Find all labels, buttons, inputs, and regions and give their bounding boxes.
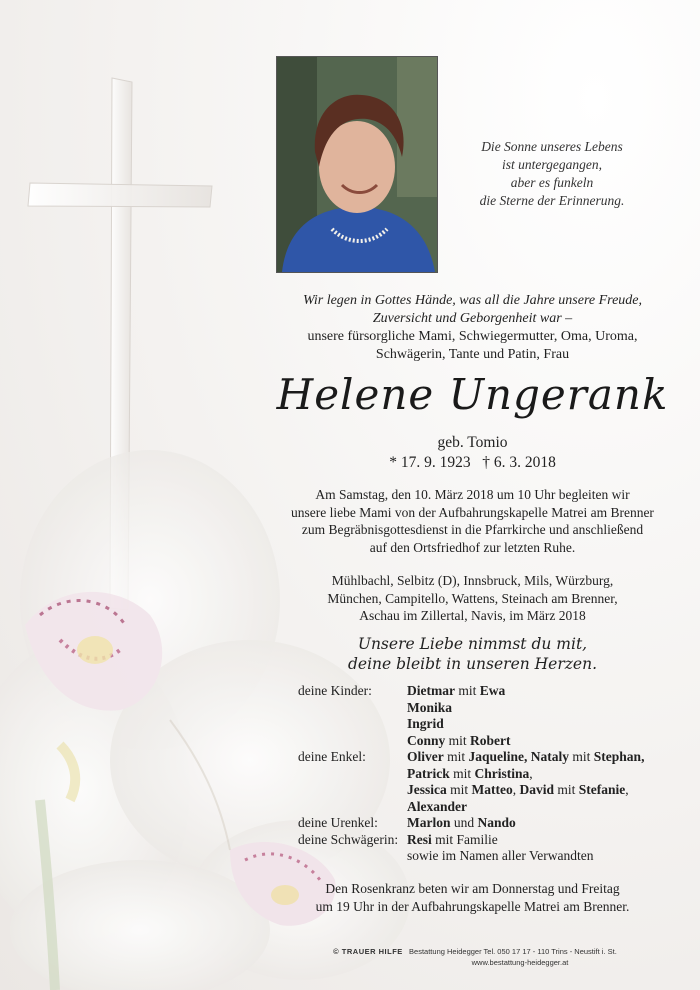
birth-details	[260, 433, 685, 473]
trauerhilfe-logo: © TRAUER HILFE	[333, 947, 403, 956]
intro-line: Wir legen in Gottes Hände, was all die Jahre unsere Freude,	[302, 293, 643, 308]
mourner-name: Ewa	[479, 683, 506, 698]
rosary-announcement	[260, 880, 685, 916]
places-list	[260, 572, 685, 625]
mourner-connector: mit	[554, 782, 579, 797]
mourner-name: Dietmar	[407, 683, 455, 698]
mourner-name: Jaqueline, Nataly	[468, 749, 570, 764]
mourner-connector: mit	[446, 782, 472, 797]
mourner-name: Ingrid	[407, 716, 444, 731]
mourner-name: Stefanie	[578, 782, 626, 797]
mourner-connector: mit	[454, 683, 480, 698]
life-dates: * 17. 9. 1923 † 6. 3. 2018	[389, 454, 556, 471]
mourner-name: David	[519, 782, 555, 797]
mourner-connector: mit	[449, 765, 475, 781]
mourner-name: Jessica	[407, 782, 447, 797]
funeral-line: zum Begräbnisgottesdienst in die Pfarrkirche und anschließend	[301, 522, 644, 537]
mourner-connector: ,	[512, 782, 520, 797]
mourner-connector: mit	[569, 749, 594, 764]
mourners-list	[298, 683, 644, 865]
motto	[260, 634, 685, 674]
footer-website[interactable]: www.bestattung-heidegger.at	[471, 958, 569, 967]
mourner-connector: sowie im Namen aller Verwandten	[407, 848, 594, 863]
opening-quote	[452, 138, 652, 210]
mourner-line	[407, 766, 644, 783]
mourner-line	[407, 799, 644, 816]
mourner-line	[407, 683, 511, 700]
motto-line: Unsere Liebe nimmst du mit,	[357, 635, 588, 653]
mourner-line	[407, 749, 644, 766]
funeral-line: auf den Ortsfriedhof zur letzten Ruhe.	[369, 539, 576, 555]
mourner-names	[407, 749, 644, 815]
mourner-name: Stephan,	[593, 749, 645, 764]
quote-line: die Sterne der Erinnerung.	[479, 193, 625, 208]
footer-contact: Bestattung Heidegger Tel. 050 17 17 - 110 Trins - Neustift i. St.	[409, 947, 617, 956]
mourner-name: Resi	[407, 831, 432, 847]
intro-line: Schwägerin, Tante und Patin, Frau	[375, 347, 570, 362]
mourner-line	[407, 848, 593, 865]
intro-text	[260, 292, 685, 364]
mourner-line	[407, 782, 644, 799]
mourner-line	[407, 733, 511, 750]
mourner-names	[407, 832, 593, 865]
mourner-name: Oliver	[407, 749, 444, 764]
mourner-line	[407, 716, 511, 733]
deceased-name: Helene Ungerank	[276, 370, 669, 419]
rosary-line: um 19 Uhr in der Aufbahrungskapelle Matrei am Brenner.	[315, 899, 630, 914]
places-line: München, Campitello, Wattens, Steinach am Brenner,	[327, 590, 618, 606]
mourner-group-schwaegerin	[298, 832, 644, 865]
mourner-line	[407, 815, 516, 832]
rosary-line: Den Rosenkranz beten wir am Donnerstag und Freitag	[325, 881, 620, 896]
places-line: Mühlbachl, Selbitz (D), Innsbruck, Mils, Würzburg,	[331, 573, 614, 588]
mourner-name: Marlon	[407, 815, 451, 830]
mourner-group-urenkel	[298, 815, 644, 832]
mourner-connector: mit	[443, 749, 469, 764]
mourner-connector: mit Familie	[431, 831, 498, 847]
mourner-name: Christina	[474, 765, 530, 781]
quote-line: ist untergegangen,	[502, 157, 602, 172]
quote-line: aber es funkeln	[510, 175, 594, 190]
funeral-line: Am Samstag, den 10. März 2018 um 10 Uhr begleiten wir	[315, 487, 630, 502]
maiden-name: geb. Tomio	[437, 434, 508, 451]
mourner-connector: und	[450, 815, 478, 830]
mourner-group-kinder	[298, 683, 644, 749]
mourner-label: deine Schwägerin:	[298, 831, 399, 847]
mourner-connector: mit	[445, 732, 471, 748]
mourner-line	[407, 700, 511, 717]
mourner-label: deine Kinder:	[298, 683, 372, 698]
mourner-connector: ,	[529, 765, 533, 781]
mourner-name: Robert	[470, 732, 511, 748]
mourner-label: deine Urenkel:	[298, 815, 378, 830]
funeral-line: unsere liebe Mami von der Aufbahrungskapelle Matrei am Brenner	[291, 504, 654, 520]
footer	[310, 946, 640, 968]
places-line: Aschau im Zillertal, Navis, im März 2018	[359, 608, 586, 623]
mourner-connector: ,	[625, 782, 629, 797]
mourner-name: Monika	[407, 699, 453, 715]
portrait-photo	[276, 56, 438, 273]
mourner-name: Matteo	[471, 782, 513, 797]
mourner-label: deine Enkel:	[298, 749, 366, 764]
mourner-group-enkel	[298, 749, 644, 815]
mourner-line	[407, 832, 593, 849]
intro-line: unsere fürsorgliche Mami, Schwiegermutter, Oma, Uroma,	[307, 329, 638, 344]
mourner-names	[407, 815, 516, 832]
quote-line: Die Sonne unseres Lebens	[481, 139, 623, 154]
motto-line: deine bleibt in unseren Herzen.	[347, 655, 598, 673]
mourner-name: Patrick	[407, 765, 450, 781]
mourner-name: Alexander	[407, 798, 467, 814]
mourner-names	[407, 683, 511, 749]
funeral-announcement	[260, 486, 685, 556]
mourner-name: Conny	[407, 732, 446, 748]
mourner-name: Nando	[477, 815, 516, 830]
intro-line: Zuversicht und Geborgenheit war –	[372, 311, 573, 326]
